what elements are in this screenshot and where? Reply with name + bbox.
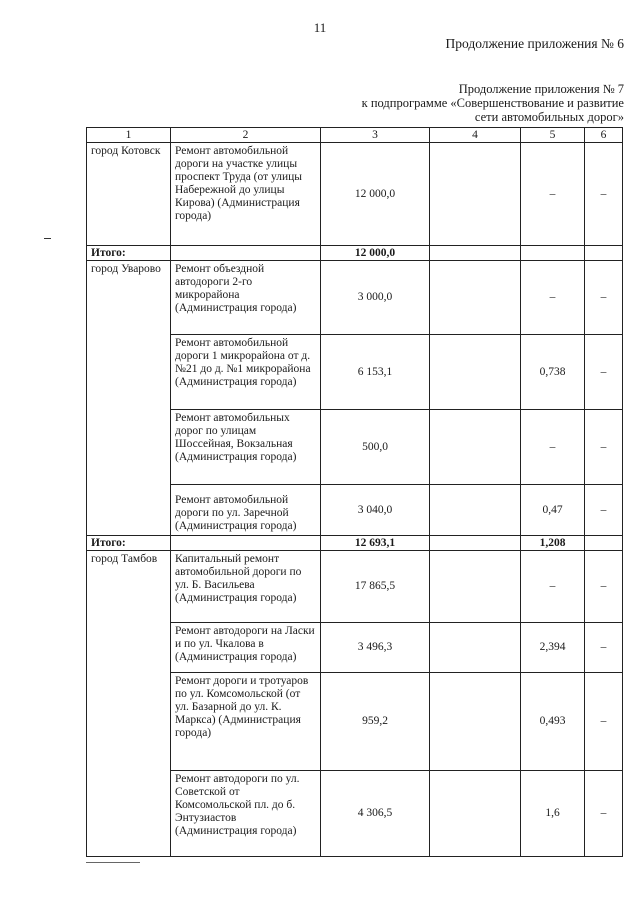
roads-table bbox=[86, 127, 623, 857]
length-cell: – bbox=[521, 551, 585, 623]
description-cell: Капитальный ремонт автомобильной дороги по ул. Б. Васильева (Администрация города) bbox=[171, 551, 321, 623]
column-number: 3 bbox=[321, 128, 430, 143]
description-cell: Ремонт автомобильных дорог по улицам Шоссейная, Вокзальная (Администрация города) bbox=[171, 410, 321, 485]
total-empty bbox=[585, 536, 623, 551]
table-row bbox=[87, 143, 623, 246]
col4-cell bbox=[430, 673, 521, 771]
col6-cell: – bbox=[585, 551, 623, 623]
column-number: 1 bbox=[87, 128, 171, 143]
column-number: 4 bbox=[430, 128, 521, 143]
city-cell: город Уварово bbox=[87, 261, 171, 536]
continuation-7-line3: сети автомобильных дорог» bbox=[474, 110, 624, 124]
description-cell: Ремонт автодороги по ул. Советской от Комсомольской пл. до б. Энтузиастов (Администрация города) bbox=[171, 771, 321, 857]
col4-cell bbox=[430, 771, 521, 857]
continuation-7-line1: Продолжение приложения № 7 bbox=[458, 82, 624, 96]
total-label: Итого: bbox=[87, 536, 171, 551]
col4-cell bbox=[430, 410, 521, 485]
description-cell: Ремонт автомобильной дороги 1 микрорайона от д. №21 до д. №1 микрорайона (Администрация города) bbox=[171, 335, 321, 410]
length-cell: 0,493 bbox=[521, 673, 585, 771]
description-cell: Ремонт автомобильной дороги по ул. Заречной (Администрация города) bbox=[171, 485, 321, 536]
amount-cell: 3 040,0 bbox=[321, 485, 430, 536]
col6-cell: – bbox=[585, 261, 623, 335]
column-number-row bbox=[87, 128, 623, 143]
column-number: 6 bbox=[585, 128, 623, 143]
margin-mark bbox=[44, 238, 51, 239]
col6-cell: – bbox=[585, 673, 623, 771]
total-empty bbox=[430, 536, 521, 551]
col4-cell bbox=[430, 143, 521, 246]
description-cell: Ремонт автодороги на Ласки и по ул. Чкалова в (Администрация города) bbox=[171, 623, 321, 673]
continuation-7-line2: к подпрограмме «Совершенствование и развитие bbox=[361, 96, 624, 110]
page-number: 11 bbox=[313, 20, 327, 35]
city-cell: город Котовск bbox=[87, 143, 171, 246]
amount-cell: 3 000,0 bbox=[321, 261, 430, 335]
amount-cell: 500,0 bbox=[321, 410, 430, 485]
continuation-appendix-6: Продолжение приложения № 6 bbox=[445, 36, 624, 51]
description-cell: Ремонт объездной автодороги 2-го микрорайона (Администрация города) bbox=[171, 261, 321, 335]
length-cell: 0,738 bbox=[521, 335, 585, 410]
footnote-rule bbox=[86, 862, 140, 863]
total-empty bbox=[171, 246, 321, 261]
col4-cell bbox=[430, 623, 521, 673]
total-length: 1,208 bbox=[521, 536, 585, 551]
col6-cell: – bbox=[585, 410, 623, 485]
total-empty bbox=[430, 246, 521, 261]
amount-cell: 17 865,5 bbox=[321, 551, 430, 623]
length-cell: – bbox=[521, 261, 585, 335]
table-row bbox=[87, 551, 623, 623]
total-amount: 12 000,0 bbox=[321, 246, 430, 261]
col6-cell: – bbox=[585, 143, 623, 246]
total-row bbox=[87, 246, 623, 261]
col6-cell: – bbox=[585, 335, 623, 410]
col6-cell: – bbox=[585, 771, 623, 857]
length-cell: – bbox=[521, 410, 585, 485]
column-number: 5 bbox=[521, 128, 585, 143]
amount-cell: 3 496,3 bbox=[321, 623, 430, 673]
total-empty bbox=[585, 246, 623, 261]
amount-cell: 12 000,0 bbox=[321, 143, 430, 246]
total-row bbox=[87, 536, 623, 551]
table-row bbox=[87, 261, 623, 335]
length-cell: 0,47 bbox=[521, 485, 585, 536]
total-length bbox=[521, 246, 585, 261]
amount-cell: 6 153,1 bbox=[321, 335, 430, 410]
col4-cell bbox=[430, 335, 521, 410]
length-cell: – bbox=[521, 143, 585, 246]
description-cell: Ремонт дороги и тротуаров по ул. Комсомольской (от ул. Базарной до ул. К. Маркса) (Администрация города) bbox=[171, 673, 321, 771]
col4-cell bbox=[430, 485, 521, 536]
city-cell: город Тамбов bbox=[87, 551, 171, 857]
total-empty bbox=[171, 536, 321, 551]
amount-cell: 4 306,5 bbox=[321, 771, 430, 857]
description-cell: Ремонт автомобильной дороги на участке улицы проспект Труда (от улицы Набережной до улицы Кирова) (Администрация города) bbox=[171, 143, 321, 246]
col4-cell bbox=[430, 261, 521, 335]
amount-cell: 959,2 bbox=[321, 673, 430, 771]
col6-cell: – bbox=[585, 623, 623, 673]
length-cell: 1,6 bbox=[521, 771, 585, 857]
length-cell: 2,394 bbox=[521, 623, 585, 673]
total-label: Итого: bbox=[87, 246, 171, 261]
col6-cell: – bbox=[585, 485, 623, 536]
col4-cell bbox=[430, 551, 521, 623]
continuation-appendix-7 bbox=[362, 82, 624, 124]
column-number: 2 bbox=[171, 128, 321, 143]
total-amount: 12 693,1 bbox=[321, 536, 430, 551]
